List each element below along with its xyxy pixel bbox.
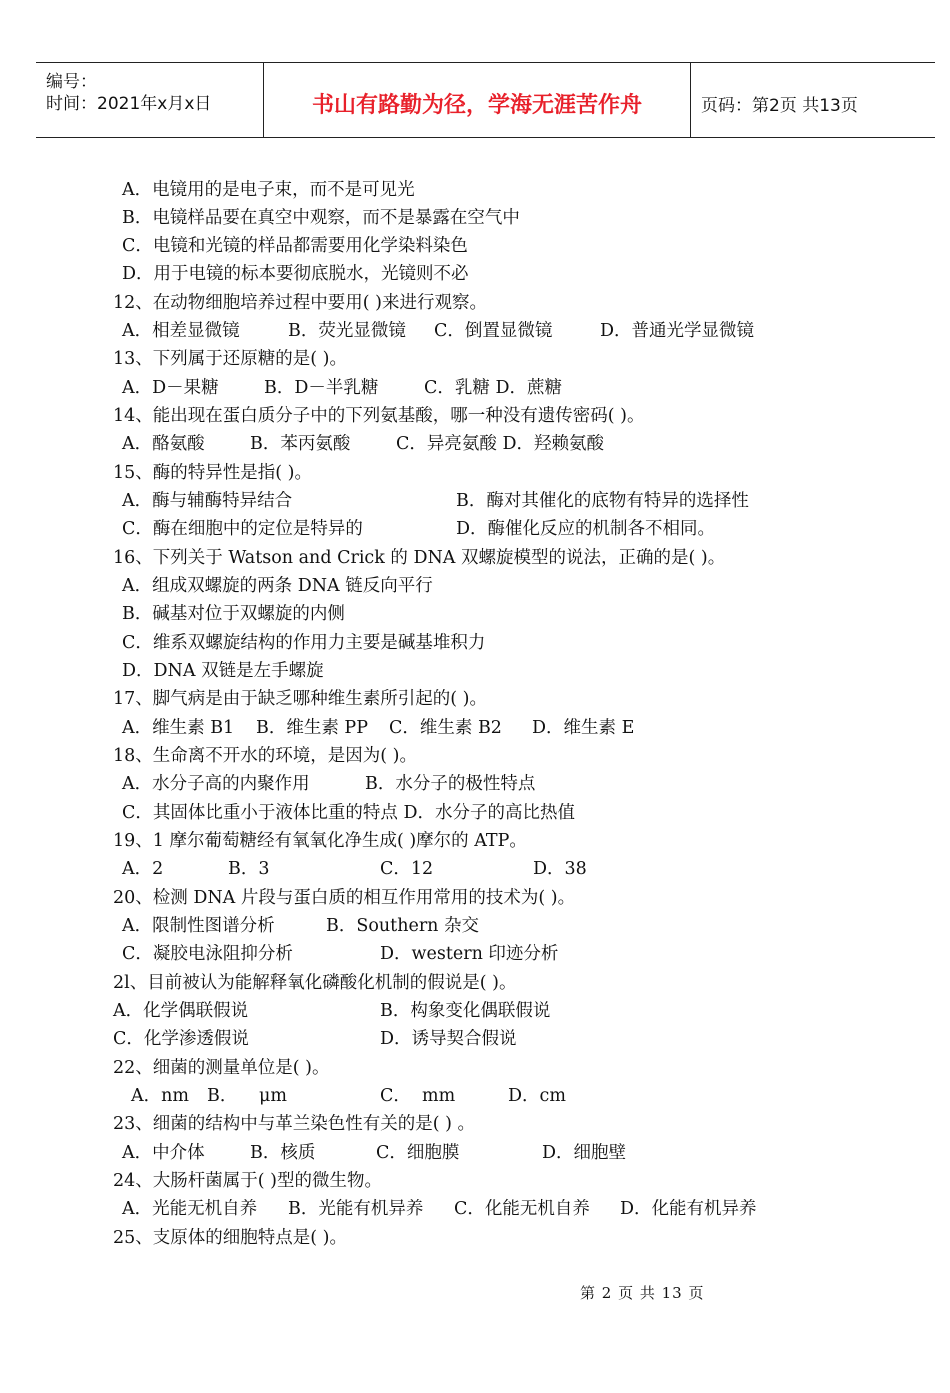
text-line (122, 802, 935, 824)
text-segment: C．其固体比重小于液体比重的特点 D．水分子的高比热值 (122, 803, 575, 823)
text-line (122, 179, 935, 201)
text-segment: D．细胞壁 (542, 1143, 627, 1163)
text-segment: C．细胞膜 (376, 1143, 460, 1163)
text-line (122, 1142, 935, 1164)
text-line (122, 773, 935, 795)
page-footer: 第 2 页 共 13 页 (580, 1284, 705, 1302)
text-segment: C．酶在细胞中的定位是特异的 (122, 519, 363, 539)
text-segment: 17、脚气病是由于缺乏哪种维生素所引起的( )。 (113, 689, 487, 709)
text-line (113, 887, 935, 909)
text-segment: A．光能无机自养 (122, 1199, 258, 1219)
motto: 书山有路勤为径，学海无涯苦作舟 (311, 93, 642, 118)
text-line (122, 433, 935, 455)
text-segment: D．用于电镜的标本要彻底脱水，光镜则不必 (122, 264, 469, 284)
text-segment: 13、下列属于还原糖的是( )。 (113, 349, 347, 369)
text-segment: C．倒置显微镜 (434, 321, 553, 341)
text-line (113, 1227, 935, 1249)
text-line (113, 1057, 935, 1079)
text-line (122, 377, 935, 399)
text-segment: A．维生素 B1 (122, 718, 235, 738)
time-label: 时间：2021年x月x日 (46, 94, 212, 114)
text-segment: C．12 (380, 859, 434, 879)
text-segment: C．乳糖 D．蔗糖 (424, 378, 562, 398)
text-line (122, 490, 935, 512)
page-code: 页码：第2页 共13页 (701, 96, 858, 116)
text-segment: A．水分子高的内聚作用 (122, 774, 310, 794)
text-segment: B．荧光显微镜 (288, 321, 406, 341)
text-line (113, 348, 935, 370)
text-line (122, 1198, 935, 1220)
text-segment: A．2 (122, 859, 164, 879)
text-segment: 12、在动物细胞培养过程中要用( )来进行观察。 (113, 293, 487, 313)
text-segment: B．维生素 PP (256, 718, 368, 738)
text-line (113, 547, 935, 569)
text-segment: C． (380, 1086, 411, 1106)
text-line (122, 575, 935, 597)
text-segment: A．D－果糖 (122, 378, 219, 398)
header-page-cell (691, 63, 935, 137)
text-segment: B．苯丙氨酸 (250, 434, 351, 454)
text-segment: A．限制性图谱分析 (122, 916, 275, 936)
text-segment: D．酶催化反应的机制各不相同。 (456, 519, 716, 539)
header-motto-cell (264, 63, 691, 137)
text-segment: 16、下列关于 Watson and Crick 的 DNA 双螺旋模型的说法，正确的是( )。 (113, 548, 726, 568)
text-line (113, 1113, 935, 1135)
text-segment: D．38 (533, 859, 587, 879)
text-segment: D．DNA 双链是左手螺旋 (122, 661, 324, 681)
header-meta-cell (36, 63, 264, 137)
text-segment: B．Southern 杂交 (326, 916, 480, 936)
text-line (113, 1170, 935, 1192)
text-segment: C．电镜和光镜的样品都需要用化学染料染色 (122, 236, 468, 256)
text-line (113, 292, 935, 314)
text-segment: B．光能有机异养 (288, 1199, 424, 1219)
text-segment: D．cm (508, 1086, 566, 1106)
text-segment: 25、支原体的细胞特点是( )。 (113, 1228, 347, 1248)
text-segment: A．组成双螺旋的两条 DNA 链反向平行 (122, 576, 433, 596)
text-line (113, 462, 935, 484)
text-segment: A．相差显微镜 (122, 321, 240, 341)
text-line (122, 603, 935, 625)
text-segment: B．构象变化偶联假说 (380, 1001, 551, 1021)
text-segment: D．化能有机异养 (620, 1199, 757, 1219)
text-segment: μm (259, 1086, 287, 1106)
text-line (113, 688, 935, 710)
text-segment: C．化学渗透假说 (113, 1029, 249, 1049)
text-segment: D．诱导契合假说 (380, 1029, 517, 1049)
text-line (113, 405, 935, 427)
text-segment: 22、细菌的测量单位是( )。 (113, 1058, 330, 1078)
text-segment: C．凝胶电泳阻抑分析 (122, 944, 293, 964)
text-segment: mm (422, 1086, 456, 1106)
text-line (122, 632, 935, 654)
text-segment: 23、细菌的结构中与革兰染色性有关的是( ) 。 (113, 1114, 476, 1134)
text-segment: 18、生命离不开水的环境，是因为( )。 (113, 746, 417, 766)
text-line (122, 717, 935, 739)
text-line (131, 1085, 935, 1107)
text-segment: B．3 (228, 859, 270, 879)
text-segment: 15、酶的特异性是指( )。 (113, 463, 312, 483)
text-line (113, 745, 935, 767)
text-segment: D．维生素 E (532, 718, 635, 738)
text-line (122, 915, 935, 937)
serial-label: 编号： (46, 72, 97, 92)
text-line (122, 263, 935, 285)
text-segment: 24、大肠杆菌属于( )型的微生物。 (113, 1171, 382, 1191)
text-line (122, 518, 935, 540)
text-segment: C．维生素 B2 (389, 718, 502, 738)
text-segment: B．电镜样品要在真空中观察，而不是暴露在空气中 (122, 208, 520, 228)
text-segment: D．western 印迹分析 (380, 944, 559, 964)
text-segment: D．普通光学显微镜 (600, 321, 755, 341)
text-line (113, 1000, 935, 1022)
text-segment: 14、能出现在蛋白质分子中的下列氨基酸，哪一种没有遗传密码( )。 (113, 406, 645, 426)
text-line (122, 235, 935, 257)
text-segment: B．酶对其催化的底物有特异的选择性 (456, 491, 749, 511)
text-line (113, 830, 935, 852)
text-line (122, 660, 935, 682)
text-segment: B． (207, 1086, 238, 1106)
text-segment: C．异亮氨酸 D．羟赖氨酸 (396, 434, 604, 454)
text-segment: C．化能无机自养 (454, 1199, 590, 1219)
text-segment: C．维系双螺旋结构的作用力主要是碱基堆积力 (122, 633, 486, 653)
text-line (122, 320, 935, 342)
text-line (113, 972, 935, 994)
text-segment: B．水分子的极性特点 (365, 774, 536, 794)
text-segment: B．D－半乳糖 (264, 378, 379, 398)
text-segment: 20、检测 DNA 片段与蛋白质的相互作用常用的技术为( )。 (113, 888, 576, 908)
text-segment: A．酪氨酸 (122, 434, 205, 454)
page-header (36, 62, 935, 138)
text-line (122, 207, 935, 229)
text-segment: A．化学偶联假说 (113, 1001, 249, 1021)
text-segment: B．碱基对位于双螺旋的内侧 (122, 604, 345, 624)
text-segment: 19、1 摩尔葡萄糖经有氧氧化净生成( )摩尔的 ATP。 (113, 831, 527, 851)
text-segment: A．电镜用的是电子束，而不是可见光 (122, 180, 415, 200)
text-line (122, 943, 935, 965)
text-segment: A．nm (131, 1086, 190, 1106)
text-line (122, 858, 935, 880)
text-segment: B．核质 (250, 1143, 316, 1163)
text-segment: A．中介体 (122, 1143, 205, 1163)
text-segment: 2l、目前被认为能解释氧化磷酸化机制的假说是( )。 (113, 973, 517, 993)
text-segment: A．酶与辅酶特异结合 (122, 491, 293, 511)
text-line (113, 1028, 935, 1050)
